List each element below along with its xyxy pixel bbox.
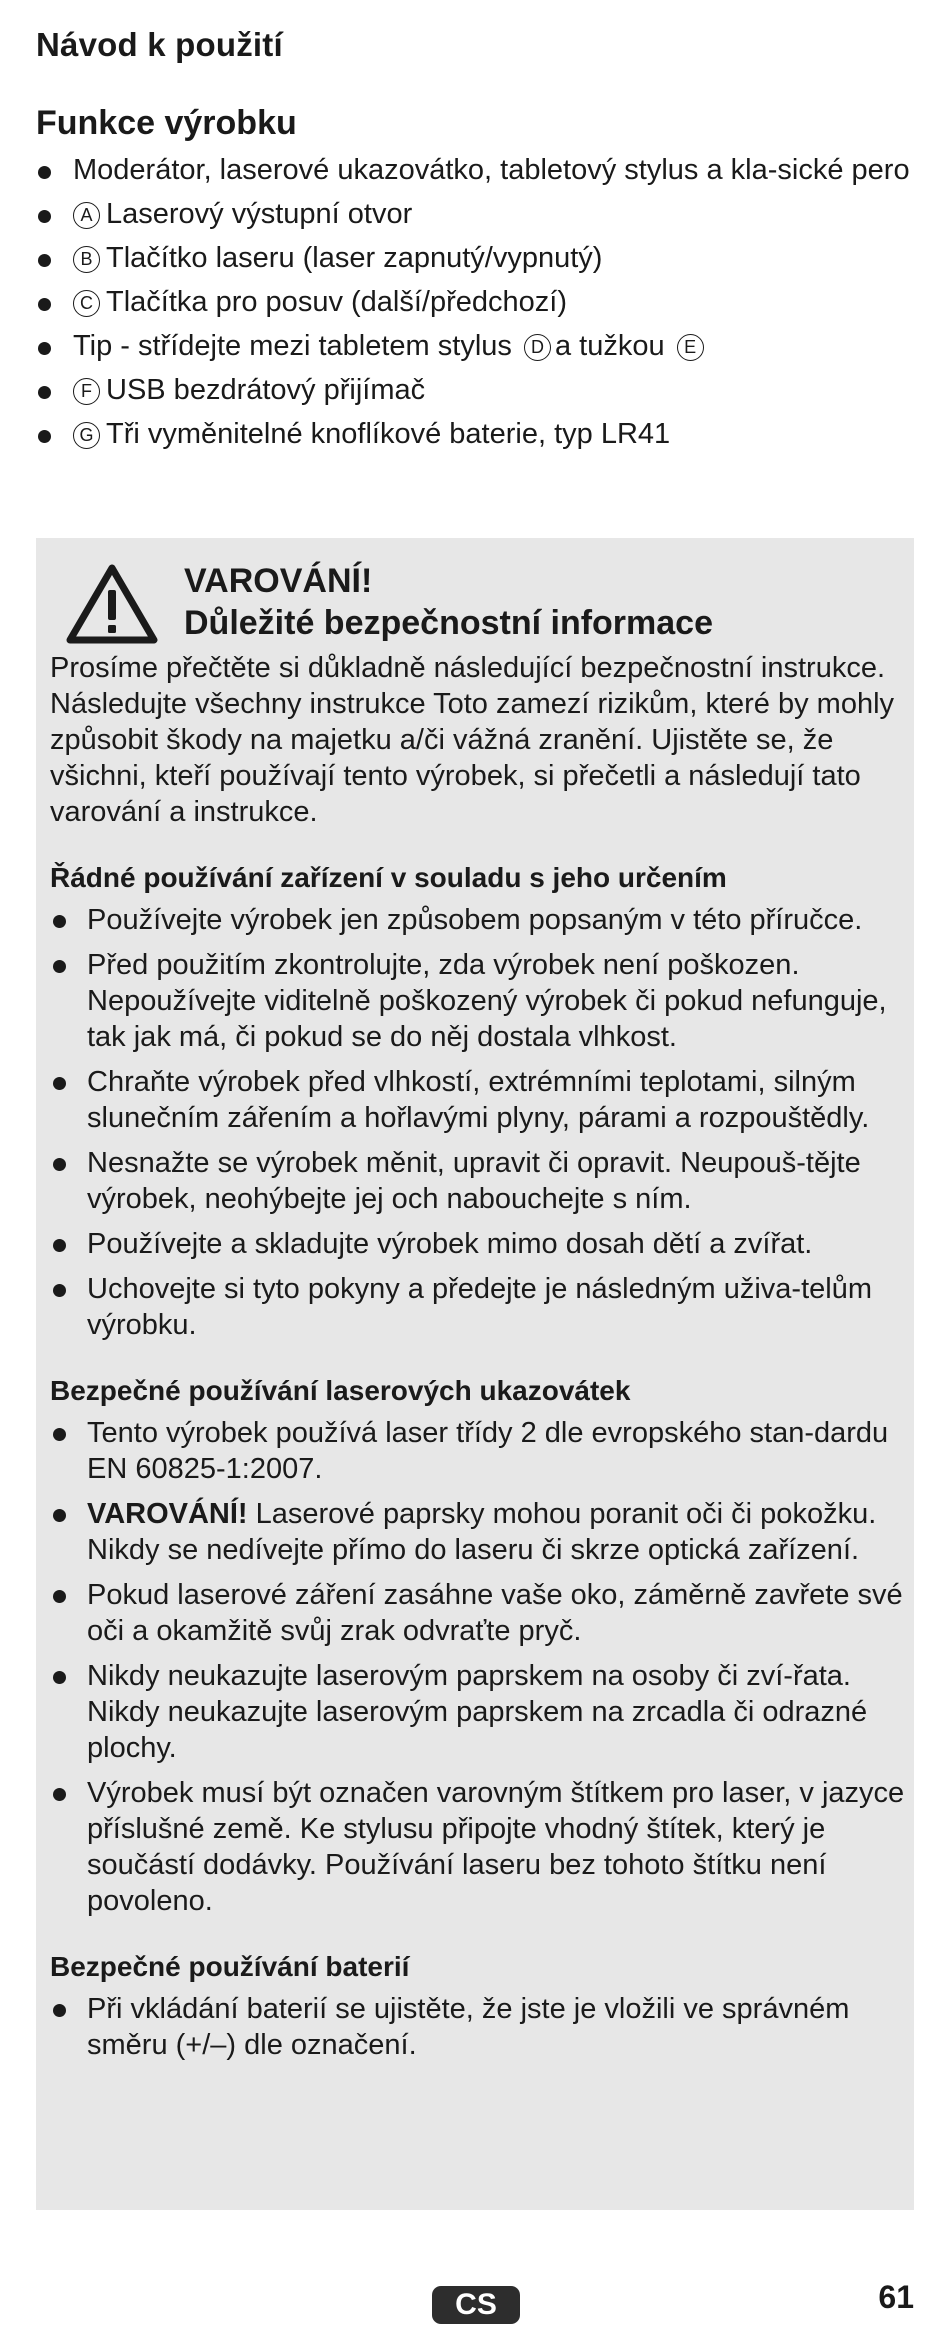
list-item [36, 328, 914, 365]
rules-list [50, 902, 908, 1343]
circled-letter: F [73, 378, 100, 405]
warning-heading [184, 560, 713, 644]
warning-subtitle: Důležité bezpečnostní informace [184, 604, 713, 642]
list-item: Používejte a skladujte výrobek mimo dosah dětí a zvířat. [50, 1226, 908, 1262]
warning-prefix: VAROVÁNÍ! [87, 1498, 248, 1530]
feature-text: Moderátor, laserové ukazovátko, tabletový stylus a kla-sické pero [73, 154, 910, 186]
list-item: Nesnažte se výrobek měnit, upravit či opravit. Neupouš-tějte výrobek, neohýbejte jej och nabouchejte s ním. [50, 1145, 908, 1217]
list-item [36, 416, 914, 453]
circled-letter: G [73, 422, 100, 449]
rules-list [50, 1991, 908, 2063]
section-heading: Bezpečné používání laserových ukazovátek [50, 1375, 631, 1406]
list-item: Uchovejte si tyto pokyny a předejte je následným uživa-telům výrobku. [50, 1271, 908, 1343]
item-text: Laserové paprsky mohou poranit oči či pokožku. Nikdy se nedívejte přímo do laseru či skrze optická zařízení. [87, 1498, 877, 1566]
circled-letter: D [524, 334, 551, 361]
section-heading: Řádné používání zařízení v souladu s jeho určením [50, 862, 727, 893]
feature-text: Tlačítka pro posuv (další/předchozí) [106, 286, 567, 318]
list-item [36, 196, 914, 233]
list-item: Nikdy neukazujte laserovým paprskem na osoby či zví-řata. Nikdy neukazujte laserovým paprskem na zrcadla či odrazné plochy. [50, 1658, 908, 1766]
feature-text: a tužkou [554, 330, 665, 362]
warning-intro: Prosíme přečtěte si důkladně následující bezpečnostní instrukce. Následujte všechny instrukce Toto zamezí rizikům, které by mohly způsobit škody na majetku a/či vážná zranění. Ujistěte se, že všichni, kteří používají tento výrobek, si přečetli a následují tato varování a instrukce. [50, 652, 895, 828]
safety-warning-box [36, 538, 914, 2210]
list-item: Výrobek musí být označen varovným štítkem pro laser, v jazyce příslušné země. Ke stylusu připojte vhodný štítek, který je součástí dodávky. Používání laseru bez tohoto štítku není povoleno. [50, 1775, 908, 1919]
warning-triangle-icon [66, 564, 158, 644]
list-item [36, 240, 914, 277]
language-badge: CS [432, 2286, 520, 2324]
list-item [36, 152, 914, 189]
circled-letter: A [73, 202, 100, 229]
warning-body [50, 650, 908, 2072]
circled-letter: B [73, 246, 100, 273]
feature-text: Tip - střídejte mezi tabletem stylus [73, 330, 512, 362]
list-item: Před použitím zkontrolujte, zda výrobek není poškozen. Nepoužívejte viditelně poškozený výrobek či pokud nefunguje, tak jak má, či pokud se do něj dostala vlhkost. [50, 947, 908, 1055]
features-heading: Funkce výrobku [36, 104, 297, 142]
list-item [36, 372, 914, 409]
circled-letter: E [677, 334, 704, 361]
list-item: Při vkládání baterií se ujistěte, že jste je vložili ve správném směru (+/–) dle označení. [50, 1991, 908, 2063]
list-item: Pokud laserové záření zasáhne vaše oko, záměrně zavřete své oči a okamžitě svůj zrak odvraťte pryč. [50, 1577, 908, 1649]
page-title: Návod k použití [36, 26, 283, 63]
feature-text: Tři vyměnitelné knoflíkové baterie, typ LR41 [106, 418, 671, 450]
features-list [36, 152, 914, 460]
list-item: Tento výrobek používá laser třídy 2 dle evropského stan-dardu EN 60825-1:2007. [50, 1415, 908, 1487]
feature-text: USB bezdrátový přijímač [106, 374, 426, 406]
list-item [36, 284, 914, 321]
feature-text: Tlačítko laseru (laser zapnutý/vypnutý) [106, 242, 603, 274]
rules-list [50, 1415, 908, 1919]
feature-text: Laserový výstupní otvor [106, 198, 413, 230]
list-item: Chraňte výrobek před vlhkostí, extrémními teplotami, silným slunečním zářením a hořlavými plyny, párami a rozpouštědly. [50, 1064, 908, 1136]
circled-letter: C [73, 290, 100, 317]
section-heading: Bezpečné používání baterií [50, 1951, 410, 1982]
list-item: Používejte výrobek jen způsobem popsaným v této příručce. [50, 902, 908, 938]
page-number: 61 [878, 2279, 914, 2315]
list-item [50, 1496, 908, 1568]
warning-title: VAROVÁNÍ! [184, 562, 373, 600]
